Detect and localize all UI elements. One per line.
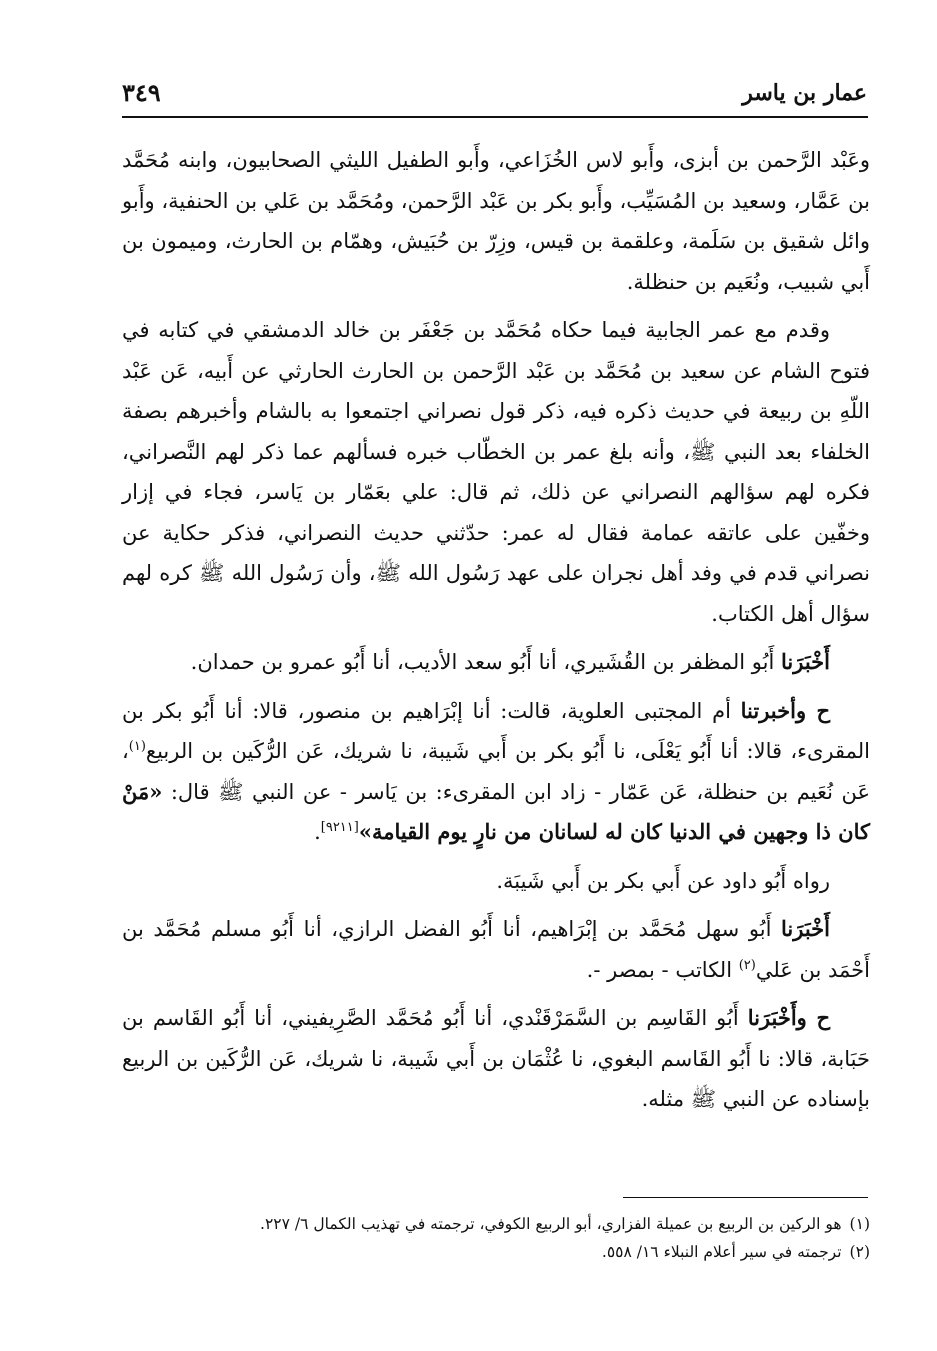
isnad-lead: ح وأَخْبَرَنا bbox=[747, 1005, 830, 1030]
paragraph-narrators: وعَبْد الرَّحمن بن أبزى، وأَبو لاس الخُزَاعي، وأَبو الطفيل الليثي الصحابيون، وابنه مُحَمَّد بن عَمَّار، وسعيد بن المُسَيِّب، وأَبو بكر بن عَبْد الرَّحمن، ومُحَمَّد بن عَلي بن الحنفية، وأَبو وائل شقيق بن سَلَمة، وعلقمة بن قيس، وزِرّ بن حُبَيش، وهمّام بن الحارث، وميمون بن أَبي شبيب، ونُعَيم بن حنظلة. bbox=[122, 148, 870, 294]
footnote-ref-2[interactable]: (٢) bbox=[738, 957, 756, 973]
hadith-number: [٩٢١١] bbox=[320, 820, 359, 835]
footnote-divider bbox=[623, 1197, 868, 1198]
footnotes bbox=[122, 1210, 870, 1266]
isnad-text: أم المجتبى العلوية، قالت: أنا إبْرَاهيم بن منصور، قالا: أنا أَبُو بكر بن المقرىء، قالا: أنا أَبُو يَعْلَى، نا أَبُو بكر بن أَبي شَيبة، نا شريك، عَن الرُّكَين بن الربيع bbox=[122, 698, 870, 763]
footnote-2 bbox=[122, 1238, 870, 1266]
isnad-text: أَبُو القَاسِم بن السَّمَرْقَنْدي، أنا أَبُو مُحَمَّد الصَّرِيفيني، أنا أَبُو القَاسم بن حَبَابة، قالا: نا أَبُو القَاسم البغوي، نا عُثْمَان بن أَبي شَيبة، نا شريك، عَن الرُّكَين بن الربيع بإسناده عن النبي ﷺ مثله. bbox=[122, 1006, 870, 1111]
footnote-text: هو الركين بن الربيع بن عميلة الفزاري، أبو الربيع الكوفي، ترجمته في تهذيب الكمال ٦/ ٢٢٧. bbox=[260, 1215, 842, 1233]
isnad-text: أَبُو سهل مُحَمَّد بن إبْرَاهيم، أنا أَبُو الفضل الرازي، أنا أَبُو مسلم مُحَمَّد بن أَحْمَد بن عَلي bbox=[122, 917, 870, 982]
paragraph-isnad-1 bbox=[122, 642, 870, 683]
footnote-number: (١) bbox=[849, 1215, 870, 1233]
isnad-lead: أَخْبَرَنا bbox=[781, 649, 830, 674]
footnote-1 bbox=[122, 1210, 870, 1238]
paragraph-jabiya-story: وقدم مع عمر الجابية فيما حكاه مُحَمَّد بن جَعْفَر بن خالد الدمشقي في كتابه في فتوح الشام عن سعيد بن مُحَمَّد بن عَبْد الرَّحمن بن الحارث الحارثي عن أَبيه، عَن عَبْد اللّهِ بن ربيعة في حديث ذكره فيه، ذكر قول نصراني اجتمعوا به بالشام وأخبرهم بصفة الخلفاء بعد النبي ﷺ، وأنه بلغ عمر بن الخطّاب خبره فسألهم عما ذكر لهم النَّصراني، فكره لهم سؤالهم النصراني عن ذلك، ثم قال: علي بعَمّار بن يَاسر، فجاء في إزار وخفّين على عاتقه عمامة فقال له عمر: حدّثني حديث النصراني، فذكر حكاية عن نصراني قدم في وفد أهل نجران على عهد رَسُول الله ﷺ، وأن رَسُول الله ﷺ كره لهم سؤال أهل الكتاب. bbox=[122, 318, 870, 626]
page-number: ٣٤٩ bbox=[122, 78, 161, 107]
main-text bbox=[122, 140, 870, 1120]
header-divider bbox=[122, 116, 868, 118]
footnote-ref-1[interactable]: (١) bbox=[128, 739, 146, 754]
page-header bbox=[122, 72, 867, 112]
paragraph-abu-dawud: رواه أَبُو داود عن أَبي بكر بن أَبي شَيبَة. bbox=[496, 868, 830, 893]
running-title: عمار بن ياسر bbox=[742, 80, 867, 106]
paragraph-isnad-3 bbox=[122, 909, 870, 990]
hadith-text: «مَنْ كان ذا وجهين في الدنيا كان له لسانان من نارٍ يوم القيامة» bbox=[122, 778, 870, 844]
period: . bbox=[314, 820, 321, 844]
paragraph-isnad-2 bbox=[122, 691, 870, 853]
isnad-text-cont: الكاتب - بمصر -. bbox=[586, 957, 739, 982]
footnote-text: ترجمته في سير أعلام النبلاء ١٦/ ٥٥٨. bbox=[601, 1243, 842, 1261]
footnote-number: (٢) bbox=[849, 1243, 870, 1261]
isnad-text-cont: ، عَن نُعَيم بن حنظلة، عَن عَمّار - زاد ابن المقرىء: بن يَاسر - عن النبي ﷺ قال: bbox=[122, 739, 870, 804]
isnad-text: أَبُو المظفر بن القُشَيري، أنا أَبُو سعد الأديب، أنا أَبُو عمرو بن حمدان. bbox=[190, 650, 782, 674]
isnad-lead: ح وأخبرتنا bbox=[740, 697, 831, 723]
isnad-lead: أَخْبَرَنا bbox=[781, 916, 830, 941]
paragraph-isnad-4 bbox=[122, 998, 870, 1120]
